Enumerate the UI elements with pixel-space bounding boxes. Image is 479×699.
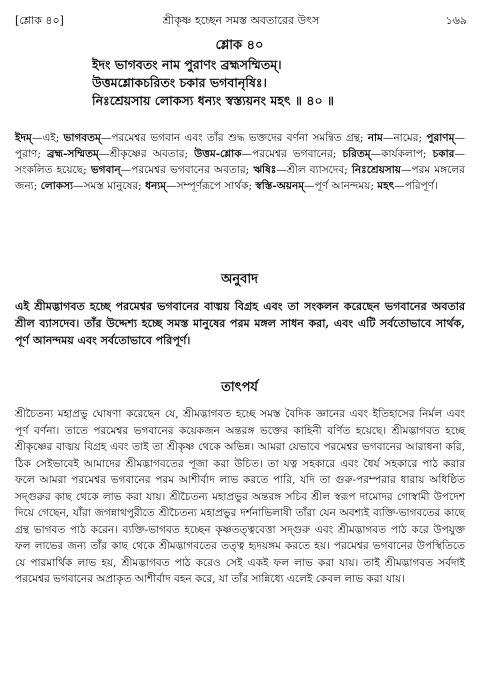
verse-line: ইদং ভাগবতং নাম পুরাণং ব্রহ্মসম্মিতম্। — [92, 57, 282, 72]
synonym-word: মহৎ — [377, 180, 395, 192]
synonym-meaning: পরমেশ্বর ভগবানের — [252, 148, 333, 160]
running-head — [15, 14, 467, 28]
verse-line: নিঃশ্রেয়সায় লোকস্য ধন্যং স্বস্ত্যয়নং মহৎ ॥ ৪০ ॥ — [92, 93, 334, 108]
synonym-meaning: শ্রীকৃষ্ণের অবতার — [109, 148, 185, 160]
synonym-word: ইদম্ — [15, 132, 32, 144]
synonym-word: নিঃশ্রেয়সায় — [351, 164, 401, 176]
synonym-word: ঋষিঃ — [253, 164, 277, 176]
synonym-meaning: শ্রীল ব্যাসদেব — [286, 164, 345, 176]
synonym-word: ব্রহ্ম-সম্মিতম্ — [47, 148, 99, 160]
synonym-meaning: পরমেশ্বর ভগবানের অবতার — [131, 164, 246, 176]
synonym-word: ভগবান্ — [90, 164, 121, 176]
verse-heading: শ্লোক ৪০ — [215, 38, 264, 53]
synonym-word: উত্তম-শ্লোক — [194, 148, 242, 160]
synonym-meaning: পুরাণ — [15, 148, 38, 160]
sanskrit-verse — [92, 56, 459, 110]
synonym-meaning: এই — [42, 132, 56, 144]
purport-text: শ্রীচৈতন্য মহাপ্রভু ঘোষণা করেছেন যে, শ্রীমদ্ভাগবত হচ্ছে সমস্ত বৈদিক জ্ঞানের এবং ইতিহাসের নির্মল এবং পূর্ণ বর্ণনা। তাতে পরমেশ্বর ভগবানের কয়েকজন অন্তরঙ্গ ভক্তের কাহিনী বর্ণিত হয়েছে। শ্রীমদ্ভাগবত হচ্ছে শ্রীকৃষ্ণের বাঙ্ময় বিগ্রহ এবং তাই তা শ্রীকৃষ্ণ থেকে অভিন্ন। আমরা যেভাবে পরমেশ্বর ভগবানের আরাধনা করি, ঠিক সেইভাবেই আমাদের শ্রীমদ্ভাগবতের পূজা করা উচিত। তা যত্ন সহকারে এবং ধৈর্য সহকারে পাঠ করার ফলে আমরা পরমেশ্বর ভগবানের পরম আশীর্বাদ লাভ করতে পারি, যদি তা গুরু-পরম্পরার ধারায় অধিষ্ঠিত সদ্গুরুর কাছ থেকে লাভ করা যায়। শ্রীচৈতন্য মহাপ্রভুর অন্তরঙ্গ সচিব শ্রীল স্বরূপ দামোদর গোস্বামী উপদেশ দিয়ে গেছেন, যাঁরা জগন্নাথপুরীতে শ্রীচৈতন্য মহাপ্রভুর দর্শনাভিলাষী তাঁরা যেন অবশ্যই ব্যক্তি-ভাগবতের কাছে গ্রন্থ ভাগবত পাঠ করেন। ব্যক্তি-ভাগবত হচ্ছেন কৃষ্ণতত্ত্ববেত্তা সদ্গুরু এবং শ্রীমদ্ভাগবত পাঠ করে উপযুক্ত ফল লাভের জন্য তাঁর কাছ থেকে শ্রীমদ্ভাগবতের তত্ত্ব হৃদয়ঙ্গম করতে হয়। পরমেশ্বর ভগবানের উপস্থিতিতে যে পারমার্থিক লাভ হয়, শ্রীমদ্ভাগবত পাঠ করেও সেই একই ফল লাভ করা যায়। তাই শ্রীমদ্ভাগবত সর্বদাই পরমেশ্বর ভগবানের অপ্রাকৃত আশীর্বাদ বহন করে, যা তাঁর সান্নিধ্যে এলেই কেবল লাভ করা যায়। — [15, 408, 465, 585]
synonym-word: নাম — [367, 132, 383, 144]
synonym-word: ভাগবতম্ — [63, 132, 101, 144]
synonym-word: লোকস্য — [40, 180, 74, 192]
verse-reference: [শ্লোক ৪০] — [15, 14, 64, 27]
synonym-meaning: পূর্ণ আনন্দময় — [314, 180, 371, 192]
synonym-meaning: নামের — [393, 132, 419, 144]
synonym-meaning: সমস্ত মানুষের — [83, 180, 139, 192]
synonym-meaning: সম্পূর্ণরূপে সার্থক — [176, 180, 249, 192]
synonym-word: চরিতম্ — [342, 148, 371, 160]
word-for-word-synonyms: ইদম্—এই; ভাগবতম্—পরমেশ্বর ভগবান এবং তাঁর শুদ্ধ ভক্তদের বর্ণনা সমন্বিত গ্রন্থ; নাম—নামের; পুরাণম্—পুরাণ; ব্রহ্ম-সম্মিতম্—শ্রীকৃষ্ণের অবতার; উত্তম-শ্লোক—পরমেশ্বর ভগবানের; চরিতম্—কার্যকলাপ; চকার—সংকলিত হয়েছে; ভগবান্—পরমেশ্বর ভগবানের অবতার; ঋষিঃ—শ্রীল ব্যাসদেব; নিঃশ্রেয়সায়—পরম মঙ্গলের জন্য; লোকস্য—সমস্ত মানুষের; ধন্যম্—সম্পূর্ণরূপে সার্থক; স্বস্তি-অয়নম্—পূর্ণ আনন্দময়; মহৎ—পরিপূর্ণ। — [15, 132, 465, 192]
chapter-title: শ্রীকৃষ্ণ হচ্ছেন সমস্ত অবতারের উৎস — [162, 14, 320, 27]
synonym-meaning: সংকলিত হয়েছে — [15, 164, 84, 176]
synonym-word: চকার — [432, 148, 455, 160]
translation-title: অনুবাদ — [221, 272, 258, 287]
translation-text: এই শ্রীমদ্ভাগবত হচ্ছে পরমেশ্বর ভগবানের বাঙ্ময় বিগ্রহ এবং তা সংকলন করেছেন ভগবানের অবতার শ্রীল ব্যাসদেব। তাঁর উদ্দেশ্য হচ্ছে সমস্ত মানুষের পরম মঙ্গল সাধন করা, এবং এটি সর্বতোভাবে সার্থক, পূর্ণ আনন্দময় এবং সর্বতোভাবে পরিপূর্ণ। — [15, 300, 465, 347]
synonym-word: ধন্যম্ — [145, 180, 167, 192]
synonym-word: স্বস্তি-অয়নম্ — [255, 180, 305, 192]
verse-line: উত্তমশ্লোকচরিতং চকার ভগবানৃষিঃ। — [92, 75, 267, 90]
synonym-meaning: কার্যকলাপ — [381, 148, 423, 160]
synonym-word: পুরাণম্ — [426, 132, 455, 144]
synonym-meaning: পরিপূর্ণ — [404, 180, 435, 192]
purport-title: তাৎপর্য — [221, 380, 258, 395]
synonym-meaning: পরম মঙ্গলের জন্য — [15, 164, 465, 192]
page-number: ১৬৯ — [445, 14, 467, 27]
synonym-meaning: পরমেশ্বর ভগবান এবং তাঁর শুদ্ধ ভক্তদের বর্ণনা সমন্বিত গ্রন্থ — [111, 132, 360, 144]
